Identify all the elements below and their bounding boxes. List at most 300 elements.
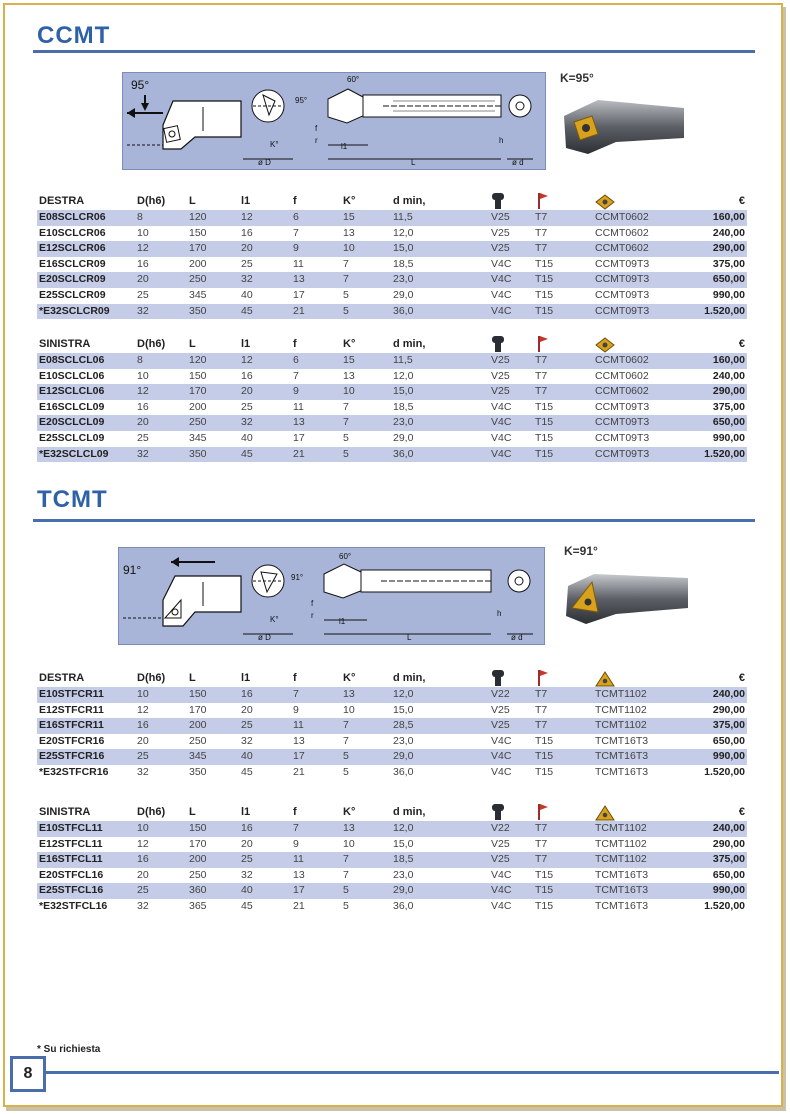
table-row [37, 734, 747, 750]
col-dh6: D(h6) [137, 195, 166, 208]
cell-screw: V4C [491, 899, 512, 912]
cell-f: 11 [291, 718, 341, 734]
cell-l1: 25 [241, 257, 253, 270]
cell-insert: CCMT0602 [593, 210, 697, 226]
col-l1: l1 [241, 672, 251, 685]
cell-key: T7 [533, 384, 593, 400]
cell-f: 7 [293, 226, 299, 239]
table-row [37, 899, 747, 915]
cell-L: 365 [189, 899, 207, 912]
cell-L: 250 [189, 868, 207, 881]
cell-price: 375,00 [712, 400, 745, 413]
cell-l1: 40 [241, 431, 253, 444]
cell-insert: CCMT0602 [595, 226, 649, 239]
table-row [37, 304, 747, 320]
cell-dmin: 15,0 [391, 241, 489, 257]
cell-price: 160,00 [697, 353, 747, 369]
cell-f: 11 [293, 400, 304, 413]
section-rule-tcmt [33, 519, 755, 522]
cell-key: T15 [533, 749, 593, 765]
cell-screw: V4C [491, 765, 512, 778]
table-row [37, 210, 747, 226]
ccmt-dia-D-label: ø D [258, 158, 271, 167]
cell-key: T7 [533, 687, 593, 703]
tcmt-technical-drawing [118, 547, 545, 645]
col-dmin: d min, [393, 195, 426, 208]
table-row [37, 431, 747, 447]
cell-dmin: 12,0 [391, 687, 489, 703]
bottom-rule [46, 1071, 779, 1074]
cell-dh6: 10 [135, 821, 187, 837]
tcmt-destra-rows [37, 687, 747, 781]
cell-dh6: 10 [135, 687, 187, 703]
cell-l1: 25 [239, 852, 291, 868]
cell-f: 6 [291, 353, 341, 369]
col-k: K° [343, 806, 356, 819]
cell-screw: V4C [489, 749, 533, 765]
cell-insert: CCMT09T3 [595, 257, 650, 270]
cell-dh6: 32 [135, 447, 187, 463]
cell-f: 11 [293, 257, 304, 270]
table-row [37, 241, 747, 257]
col-f: f [293, 806, 297, 819]
col-price: € [738, 672, 745, 685]
col-k: K° [343, 195, 356, 208]
cell-price: 290,00 [697, 384, 747, 400]
cell-L: 345 [189, 431, 207, 444]
screw-icon [489, 799, 533, 821]
cell-price: 375,00 [712, 257, 745, 270]
cell-code: *E32SCLCL09 [37, 447, 135, 463]
cell-dh6: 12 [135, 384, 187, 400]
cell-key: T15 [535, 765, 554, 778]
table-row [37, 257, 747, 273]
cell-insert: TCMT1102 [593, 718, 697, 734]
cell-dh6: 16 [137, 257, 149, 270]
table-row [37, 369, 747, 385]
table-row [37, 718, 747, 734]
cell-k: 13 [343, 226, 355, 239]
table-row [37, 447, 747, 463]
tcmt-h-label: h [497, 609, 502, 618]
ccmt-sinistra-rows [37, 353, 747, 462]
cell-k: 7 [341, 272, 391, 288]
cell-price: 240,00 [697, 821, 747, 837]
cell-dmin: 18,5 [393, 257, 414, 270]
cell-k: 10 [343, 837, 355, 850]
col-k: K° [343, 672, 356, 685]
cell-f: 9 [291, 241, 341, 257]
cell-dmin: 29,0 [393, 431, 414, 444]
cell-dmin: 11,5 [391, 210, 489, 226]
col-dh6: D(h6) [137, 806, 166, 819]
cell-f: 9 [291, 384, 341, 400]
cell-dh6: 32 [137, 899, 149, 912]
cell-f: 21 [293, 899, 305, 912]
section-rule-ccmt [33, 50, 755, 53]
cell-key: T15 [535, 431, 554, 444]
tcmt-angle3-label: 60° [339, 552, 352, 561]
cell-k: 7 [341, 415, 391, 431]
cell-dh6: 32 [135, 304, 187, 320]
ccmt-f-label: f [315, 124, 318, 133]
ccmt-od-label: ø d [512, 158, 524, 167]
cell-screw: V4C [491, 734, 512, 747]
cell-dmin: 12,0 [393, 369, 414, 382]
col-l1: l1 [241, 806, 251, 819]
table-row [37, 852, 747, 868]
cell-price: 650,00 [712, 868, 745, 881]
col-dmin: d min, [393, 338, 426, 351]
cell-k: 7 [343, 868, 349, 881]
cell-screw: V25 [491, 369, 510, 382]
cell-code: E16SCLCL09 [39, 400, 105, 413]
cell-dmin: 15,0 [393, 703, 414, 716]
cell-price: 650,00 [712, 734, 745, 747]
col-f: f [293, 672, 297, 685]
cell-k: 5 [343, 288, 349, 301]
cell-screw: V25 [491, 226, 510, 239]
cell-l1: 12 [239, 353, 291, 369]
cell-k: 5 [341, 447, 391, 463]
cell-key: T7 [533, 852, 593, 868]
cell-screw: V4C [489, 447, 533, 463]
cell-key: T7 [535, 226, 548, 239]
cell-f: 17 [293, 431, 305, 444]
cell-key: T7 [533, 241, 593, 257]
cell-L: 170 [187, 241, 239, 257]
torx-key-icon [533, 188, 593, 210]
screw-icon [489, 331, 533, 353]
cell-L: 250 [187, 415, 239, 431]
cell-k: 7 [343, 734, 349, 747]
cell-l1: 20 [241, 837, 253, 850]
cell-key: T15 [535, 734, 554, 747]
cell-code: *E32STFCL16 [39, 899, 108, 912]
cell-screw: V4C [491, 257, 512, 270]
cell-l1: 45 [239, 304, 291, 320]
cell-code: E08SCLCR06 [37, 210, 135, 226]
cell-screw: V4C [491, 288, 512, 301]
cell-l1: 20 [239, 384, 291, 400]
cell-f: 7 [291, 687, 341, 703]
cell-screw: V25 [489, 353, 533, 369]
col-price: € [738, 806, 745, 819]
cell-insert: CCMT09T3 [593, 447, 697, 463]
cell-dh6: 25 [137, 431, 149, 444]
cell-dmin: 29,0 [393, 288, 414, 301]
cell-price: 290,00 [697, 241, 747, 257]
cell-code: E25STFCL16 [37, 883, 135, 899]
cell-insert: TCMT16T3 [595, 899, 649, 912]
cell-code: E25SCLCL09 [39, 431, 105, 444]
cell-code: E12SCLCL06 [37, 384, 135, 400]
cell-dh6: 8 [135, 353, 187, 369]
cell-k: 5 [343, 765, 349, 778]
cell-code: E10STFCL11 [37, 821, 135, 837]
cell-l1: 16 [239, 821, 291, 837]
cell-key: T15 [535, 257, 554, 270]
cell-dmin: 36,0 [393, 765, 414, 778]
table-row [37, 868, 747, 884]
cell-price: 290,00 [712, 703, 745, 716]
col-dh6: D(h6) [137, 672, 166, 685]
ccmt-l1-label: l1 [341, 142, 348, 151]
cell-dh6: 25 [135, 749, 187, 765]
cell-dh6: 16 [135, 718, 187, 734]
cell-screw: V25 [489, 384, 533, 400]
table-row [37, 353, 747, 369]
cell-l1: 12 [239, 210, 291, 226]
ccmt-r-label: r [315, 136, 318, 145]
col-price: € [738, 195, 745, 208]
cell-dmin: 18,5 [393, 400, 414, 413]
cell-l1: 40 [239, 883, 291, 899]
ccmt-destra-table [37, 188, 747, 319]
triangle-insert-icon [593, 665, 697, 687]
cell-screw: V22 [489, 687, 533, 703]
cell-l1: 40 [241, 288, 253, 301]
cell-k: 13 [343, 369, 355, 382]
cell-L: 150 [189, 226, 207, 239]
cell-dh6: 12 [137, 703, 149, 716]
cell-key: T15 [535, 899, 554, 912]
cell-insert: TCMT1102 [593, 687, 697, 703]
cell-price: 240,00 [712, 369, 745, 382]
ccmt-k-label: K° [270, 140, 279, 149]
torx-key-icon [533, 799, 593, 821]
cell-f: 17 [291, 749, 341, 765]
cell-L: 200 [187, 718, 239, 734]
cell-L: 350 [187, 447, 239, 463]
tcmt-dia-D-label: ø D [258, 633, 271, 642]
cell-code: E16STFCR11 [37, 718, 135, 734]
cell-dh6: 12 [135, 241, 187, 257]
cell-f: 9 [293, 703, 299, 716]
col-L: L [189, 338, 196, 351]
cell-dmin: 23,0 [391, 415, 489, 431]
tcmt-k-label: K° [270, 615, 279, 624]
ccmt-h-label: h [499, 136, 504, 145]
cell-dh6: 10 [137, 369, 149, 382]
insert-shape-icon [593, 331, 697, 353]
insert-shape-icon [593, 188, 697, 210]
cell-screw: V4C [489, 415, 533, 431]
cell-price: 990,00 [697, 883, 747, 899]
table-row [37, 703, 747, 719]
cell-L: 250 [187, 272, 239, 288]
col-side: SINISTRA [39, 338, 91, 351]
cell-k: 5 [341, 304, 391, 320]
cell-dmin: 23,0 [393, 868, 414, 881]
table-row [37, 749, 747, 765]
cell-L: 200 [187, 852, 239, 868]
tcmt-sinistra-table [37, 799, 747, 915]
cell-code: E12STFCR11 [39, 703, 104, 716]
cell-l1: 25 [241, 400, 253, 413]
cell-f: 21 [293, 765, 305, 778]
cell-L: 250 [189, 734, 207, 747]
table-row [37, 415, 747, 431]
cell-l1: 16 [241, 369, 253, 382]
cell-dh6: 25 [137, 288, 149, 301]
cell-L: 345 [189, 288, 207, 301]
cell-price: 1.520,00 [704, 899, 745, 912]
cell-insert: CCMT09T3 [595, 288, 650, 301]
ccmt-sinistra-table [37, 331, 747, 462]
tcmt-r-label: r [311, 611, 314, 620]
cell-price: 240,00 [712, 226, 745, 239]
cell-l1: 16 [241, 226, 253, 239]
tcmt-l1-label: l1 [339, 617, 346, 626]
cell-price: 990,00 [712, 431, 745, 444]
cell-key: T7 [535, 837, 548, 850]
cell-dh6: 10 [137, 226, 149, 239]
cell-code: E10SCLCL06 [39, 369, 105, 382]
cell-dmin: 11,5 [391, 353, 489, 369]
cell-k: 5 [343, 899, 349, 912]
cell-l1: 45 [241, 899, 253, 912]
cell-dmin: 15,0 [393, 837, 414, 850]
col-dmin: d min, [393, 672, 426, 685]
table-row [37, 687, 747, 703]
ccmt-destra-rows [37, 210, 747, 319]
cell-screw: V25 [491, 837, 510, 850]
cell-k: 10 [343, 703, 355, 716]
cell-code: E10STFCR11 [37, 687, 135, 703]
cell-key: T15 [533, 883, 593, 899]
cell-code: E12SCLCR06 [37, 241, 135, 257]
page-number: 8 [10, 1056, 46, 1092]
cell-screw: V25 [489, 241, 533, 257]
ccmt-angle2-label: 95° [295, 96, 308, 105]
cell-insert: CCMT0602 [593, 241, 697, 257]
cell-dmin: 12,0 [391, 821, 489, 837]
cell-code: E16STFCL11 [37, 852, 135, 868]
tcmt-L-label: L [407, 633, 412, 642]
cell-dmin: 23,0 [393, 734, 414, 747]
cell-key: T15 [533, 447, 593, 463]
cell-key: T7 [533, 718, 593, 734]
cell-dmin: 23,0 [391, 272, 489, 288]
cell-code: E20STFCL16 [39, 868, 104, 881]
cell-dmin: 18,5 [391, 852, 489, 868]
cell-screw: V4C [489, 272, 533, 288]
cell-insert: CCMT09T3 [593, 272, 697, 288]
cell-insert: TCMT1102 [595, 837, 647, 850]
cell-price: 290,00 [712, 837, 745, 850]
cell-code: *E32SCLCR09 [37, 304, 135, 320]
col-price: € [738, 338, 745, 351]
cell-price: 160,00 [697, 210, 747, 226]
cell-price: 650,00 [697, 415, 747, 431]
cell-l1: 45 [241, 765, 253, 778]
cell-L: 150 [187, 821, 239, 837]
col-side: DESTRA [39, 195, 85, 208]
cell-k: 7 [343, 400, 349, 413]
cell-price: 990,00 [712, 288, 745, 301]
cell-price: 240,00 [697, 687, 747, 703]
cell-price: 650,00 [697, 272, 747, 288]
ccmt-angle3-label: 60° [347, 75, 360, 84]
footnote: * Su richiesta [37, 1044, 101, 1055]
cell-code: E16SCLCR09 [39, 257, 106, 270]
cell-dh6: 20 [135, 415, 187, 431]
cell-k: 5 [343, 431, 349, 444]
cell-screw: V4C [491, 868, 512, 881]
cell-l1: 32 [241, 868, 253, 881]
cell-insert: CCMT0602 [593, 384, 697, 400]
cell-f: 21 [291, 304, 341, 320]
tcmt-f-label: f [311, 599, 314, 608]
cell-L: 120 [187, 353, 239, 369]
cell-screw: V25 [489, 852, 533, 868]
cell-key: T7 [535, 703, 548, 716]
torx-key-icon [533, 665, 593, 687]
cell-L: 360 [187, 883, 239, 899]
cell-code: *E32STFCR16 [39, 765, 109, 778]
cell-code: E25STFCR16 [37, 749, 135, 765]
cell-code: E20STFCR16 [39, 734, 105, 747]
cell-dh6: 8 [135, 210, 187, 226]
table-row [37, 288, 747, 304]
col-side: SINISTRA [39, 806, 91, 819]
cell-k: 13 [341, 821, 391, 837]
cell-L: 200 [189, 400, 207, 413]
cell-L: 350 [189, 765, 207, 778]
cell-key: T15 [535, 868, 554, 881]
col-L: L [189, 195, 196, 208]
cell-code: E08SCLCL06 [37, 353, 135, 369]
cell-f: 13 [293, 868, 305, 881]
section-title-tcmt: TCMT [37, 486, 108, 513]
cell-insert: CCMT0602 [595, 369, 649, 382]
cell-price: 1.520,00 [697, 447, 747, 463]
col-f: f [293, 195, 297, 208]
tcmt-tool-photo [560, 568, 692, 628]
cell-k: 5 [341, 749, 391, 765]
cell-insert: CCMT09T3 [593, 415, 697, 431]
col-dh6: D(h6) [137, 338, 166, 351]
cell-L: 150 [187, 687, 239, 703]
ccmt-k-angle: K=95° [560, 71, 594, 85]
cell-screw: V25 [491, 703, 510, 716]
cell-k: 5 [341, 883, 391, 899]
cell-l1: 45 [239, 447, 291, 463]
ccmt-angle-label: 95° [131, 78, 150, 92]
cell-key: T15 [533, 272, 593, 288]
cell-k: 15 [341, 210, 391, 226]
cell-code: E12STFCL11 [39, 837, 103, 850]
table-row [37, 384, 747, 400]
cell-l1: 20 [239, 241, 291, 257]
screw-icon [489, 188, 533, 210]
cell-dh6: 20 [137, 734, 149, 747]
cell-key: T7 [533, 821, 593, 837]
tcmt-angle2-label: 91° [291, 573, 304, 582]
cell-k: 15 [341, 353, 391, 369]
cell-dmin: 29,0 [391, 883, 489, 899]
cell-dmin: 29,0 [391, 749, 489, 765]
table-row [37, 272, 747, 288]
cell-dh6: 25 [135, 883, 187, 899]
cell-f: 13 [291, 272, 341, 288]
cell-dmin: 15,0 [391, 384, 489, 400]
cell-l1: 25 [239, 718, 291, 734]
cell-l1: 40 [239, 749, 291, 765]
cell-f: 11 [291, 852, 341, 868]
cell-insert: TCMT16T3 [595, 765, 649, 778]
